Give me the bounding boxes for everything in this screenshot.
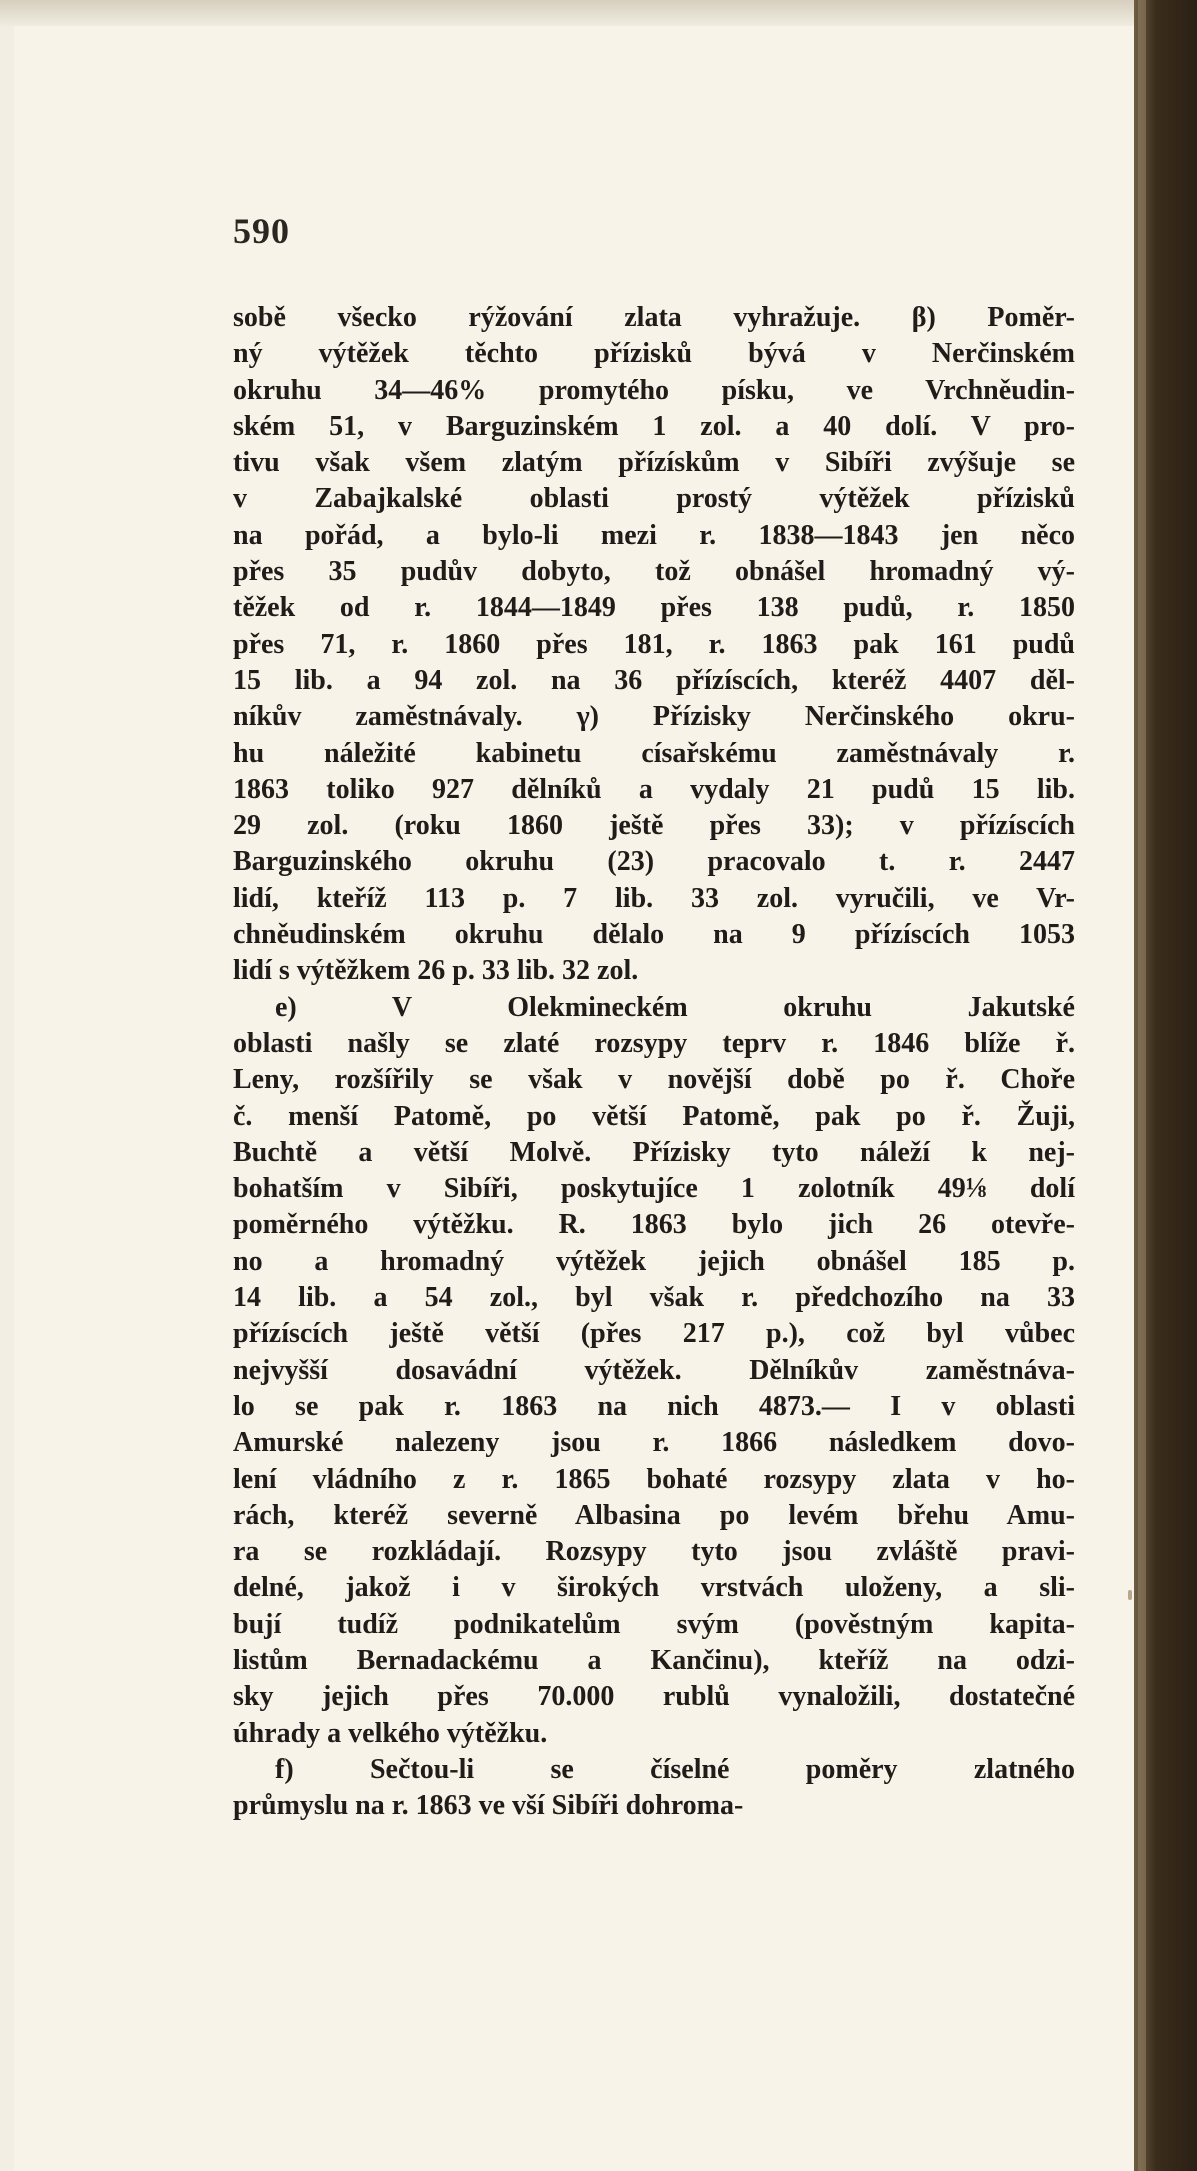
text-line: těžek od r. 1844—1849 přes 138 pudů, r. 1850 [233,592,1075,624]
text-line: f) Sečtou-li se číselné poměry zlatného [275,1753,1075,1785]
text-line: rách, kteréž severně Albasina po levém břehu Amu- [233,1499,1075,1531]
text-line: poměrného výtěžku. R. 1863 bylo jich 26 otevře- [233,1209,1075,1241]
text-line: v Zabajkalské oblasti prostý výtěžek přízisků [233,483,1075,515]
text-line: přízíscích ještě větší (přes 217 p.), což byl vůbec [233,1318,1075,1350]
text-line: delné, jakož i v širokých vrstvách uloženy, a sli- [233,1572,1075,1604]
page-number: 590 [233,211,290,251]
text-line: Barguzinského okruhu (23) pracovalo t. r. 2447 [233,846,1075,878]
text-line: no a hromadný výtěžek jejich obnášel 185 p. [233,1245,1075,1277]
text-line: oblasti našly se zlaté rozsypy teprv r. 1846 blíže ř. [233,1027,1075,1059]
text-line: č. menší Patomě, po větší Patomě, pak po ř. Žuji, [233,1100,1075,1132]
text-line: e) V Olekmineckém okruhu Jakutské [275,991,1075,1023]
text-line: listům Bernadackému a Kančinu), kteříž na odzi- [233,1644,1075,1676]
text-line: ný výtěžek těchto přízisků bývá v Nerčinském [233,338,1075,370]
text-line: 14 lib. a 54 zol., byl však r. předchozího na 33 [233,1282,1075,1314]
text-line: Buchtě a větší Molvě. Přízisky tyto náleží k nej- [233,1136,1075,1168]
text-line: bují tudíž podnikatelům svým (pověstným kapita- [233,1608,1075,1640]
text-line: lení vládního z r. 1865 bohaté rozsypy zlata v ho- [233,1463,1075,1495]
top-shadow [0,0,1197,28]
text-line: Amurské nalezeny jsou r. 1866 následkem dovo- [233,1427,1075,1459]
text-line: ra se rozkládají. Rozsypy tyto jsou zvláště pravi- [233,1536,1075,1568]
text-line: na pořád, a bylo-li mezi r. 1838—1843 jen něco [233,519,1075,551]
text-line: lidí, kteříž 113 p. 7 lib. 33 zol. vyručili, ve Vr- [233,882,1075,914]
paragraph-1 [233,300,1075,990]
text-line: úhrady a velkého výtěžku. [233,1717,548,1749]
text-line: sobě všecko rýžování zlata vyhražuje. β) Poměr- [233,302,1075,333]
text-line: 29 zol. (roku 1860 ještě přes 33); v přízíscích [233,810,1075,842]
text-line: ském 51, v Barguzinském 1 zol. a 40 dolí. V pro- [233,410,1075,442]
text-line: sky jejich přes 70.000 rublů vynaložili, dostatečné [233,1681,1075,1713]
text-line: 1863 toliko 927 dělníků a vydaly 21 pudů 15 lib. [233,773,1075,805]
text-line: 15 lib. a 94 zol. na 36 přízíscích, kteréž 4407 děl- [233,664,1075,696]
text-line: průmyslu na r. 1863 ve vší Sibíři dohroma- [233,1790,744,1822]
text-line: lo se pak r. 1863 na nich 4873.— I v oblasti [233,1390,1075,1422]
text-line: Leny, rozšířily se však v novější době po ř. Choře [233,1064,1075,1096]
text-line: nejvyšší dosavádní výtěžek. Dělníkův zaměstnáva- [233,1354,1075,1386]
text-line: okruhu 34—46% promytého písku, ve Vrchněudin- [233,374,1075,406]
body-text [233,300,1075,1824]
text-line: lidí s výtěžkem 26 p. 33 lib. 32 zol. [233,955,639,987]
book-spine-highlight [1138,0,1146,2171]
text-line: hu náležité kabinetu císařskému zaměstnávaly r. [233,737,1075,769]
text-line: přes 71, r. 1860 přes 181, r. 1863 pak 161 pudů [233,628,1075,660]
text-line: níkův zaměstnávaly. γ) Přízisky Nerčinského okru- [233,701,1075,733]
text-line: chněudinském okruhu dělalo na 9 přízíscích 1053 [233,919,1075,951]
page-smudge [1128,1590,1132,1600]
text-line: bohatším v Sibíři, poskytujíce 1 zolotník 49⅛ dolí [233,1173,1075,1205]
paragraph-3 [233,1752,1075,1825]
text-line: tivu však všem zlatým přízískům v Sibíři zvýšuje se [233,447,1075,479]
paragraph-2 [233,990,1075,1752]
text-line: přes 35 pudův dobyto, tož obnášel hromadný vý- [233,556,1075,588]
